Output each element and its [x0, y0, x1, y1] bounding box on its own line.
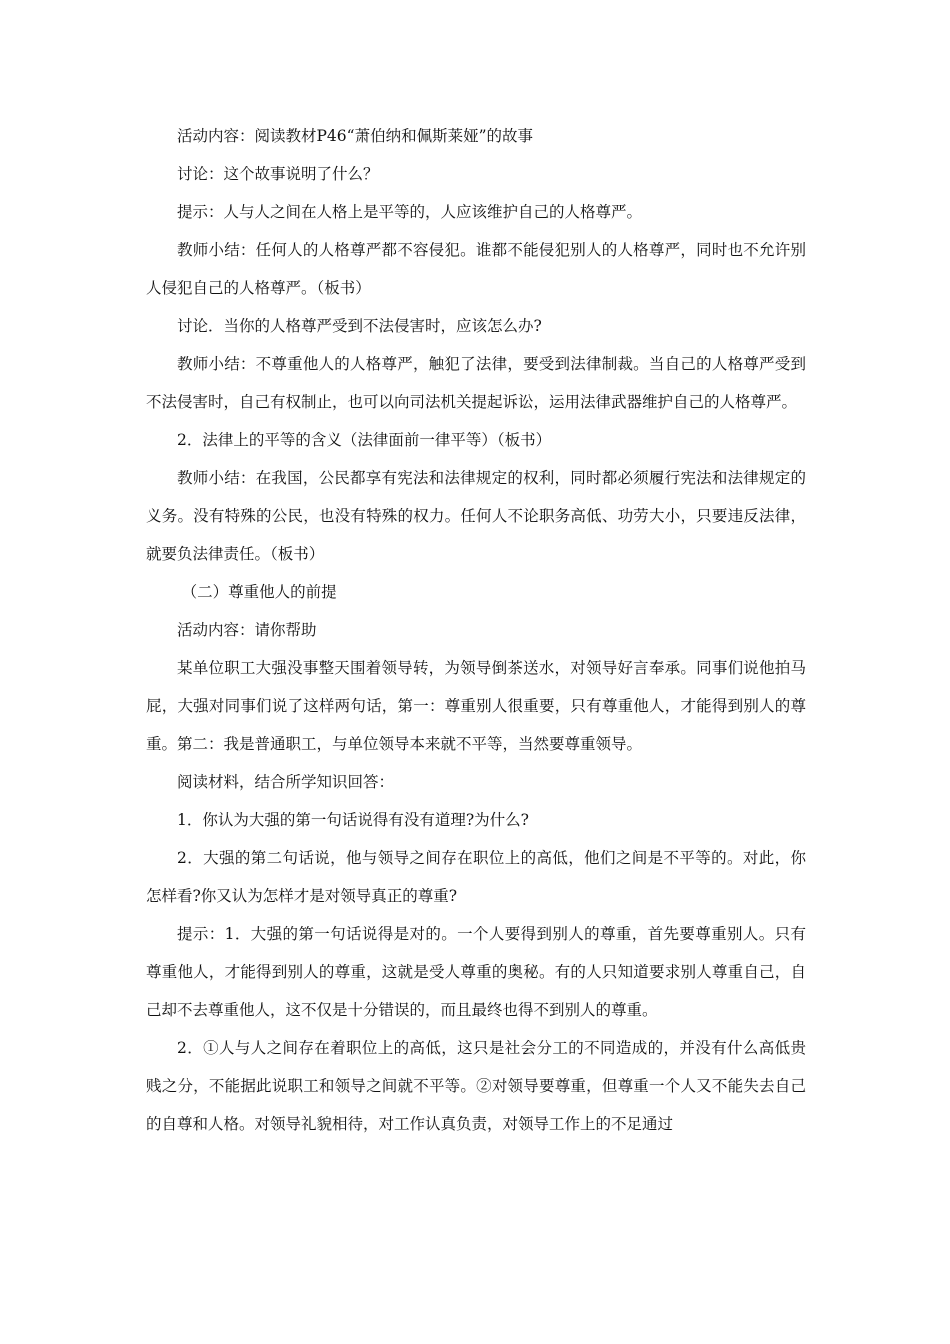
paragraph-activity-help: 活动内容：请你帮助 — [177, 621, 317, 639]
paragraph-discussion-question: 讨论：这个故事说明了什么？ — [177, 165, 379, 183]
paragraph-teacher-summary-equality: 教师小结：在我国，公民都享有宪法和法律规定的权利，同时都必须履行宪法和法律规定的义务。没有特殊的公民，也没有特殊的权力。任何人不论职务高低、功劳大小，只要违反法律，就要负法律责任。（板书） — [146, 469, 806, 563]
section-heading-respect-premise: （二）尊重他人的前提 — [181, 583, 337, 601]
paragraph-answer-1: 提示：1．大强的第一句话说得是对的。一个人要得到别人的尊重，首先要尊重别人。只有尊重他人，才能得到别人的尊重，这就是受人尊重的奥秘。有的人只知道要求别人尊重自己，自己却不去尊重他人，这不仅是十分错误的，而且最终也得不到别人的尊重。 — [146, 925, 806, 1019]
paragraph-hint: 提示：人与人之间在人格上是平等的，人应该维护自己的人格尊严。 — [177, 203, 643, 221]
paragraph-question-1: 1．你认为大强的第一句话说得有没有道理?为什么? — [177, 811, 529, 829]
paragraph-activity-content: 活动内容：阅读教材P46“萧伯纳和佩斯莱娅”的故事 — [177, 127, 534, 145]
document-body — [146, 117, 806, 1143]
paragraph-section-equality-meaning: 2．法律上的平等的含义（法律面前一律平等）（板书） — [177, 431, 552, 449]
paragraph-teacher-summary: 教师小结：任何人的人格尊严都不容侵犯。谁都不能侵犯别人的人格尊严，同时也不允许别人侵犯自己的人格尊严。（板书） — [146, 241, 806, 297]
paragraph-reading-instruction: 阅读材料，结合所学知识回答： — [177, 773, 395, 791]
paragraph-answer-2: 2．①人与人之间存在着职位上的高低，这只是社会分工的不同造成的，并没有什么高低贵贱之分，不能据此说职工和领导之间就不平等。②对领导要尊重，但尊重一个人又不能失去自己的自尊和人格。对领导礼貌相待，对工作认真负责，对领导工作上的不足通过 — [146, 1039, 806, 1133]
paragraph-question-2: 2．大强的第二句话说，他与领导之间存在职位上的高低，他们之间是不平等的。对此，你怎样看?你又认为怎样才是对领导真正的尊重? — [146, 849, 806, 905]
paragraph-case-story: 某单位职工大强没事整天围着领导转，为领导倒茶送水，对领导好言奉承。同事们说他拍马屁，大强对同事们说了这样两句话，第一：尊重别人很重要，只有尊重他人，才能得到别人的尊重。第二：我是普通职工，与单位领导本来就不平等，当然要尊重领导。 — [146, 659, 806, 753]
paragraph-teacher-summary-law: 教师小结：不尊重他人的人格尊严，触犯了法律，要受到法律制裁。当自己的人格尊严受到不法侵害时，自己有权制止，也可以向司法机关提起诉讼，运用法律武器维护自己的人格尊严。 — [146, 355, 806, 411]
paragraph-discussion-infringement: 讨论．当你的人格尊严受到不法侵害时，应该怎么办? — [177, 317, 542, 335]
